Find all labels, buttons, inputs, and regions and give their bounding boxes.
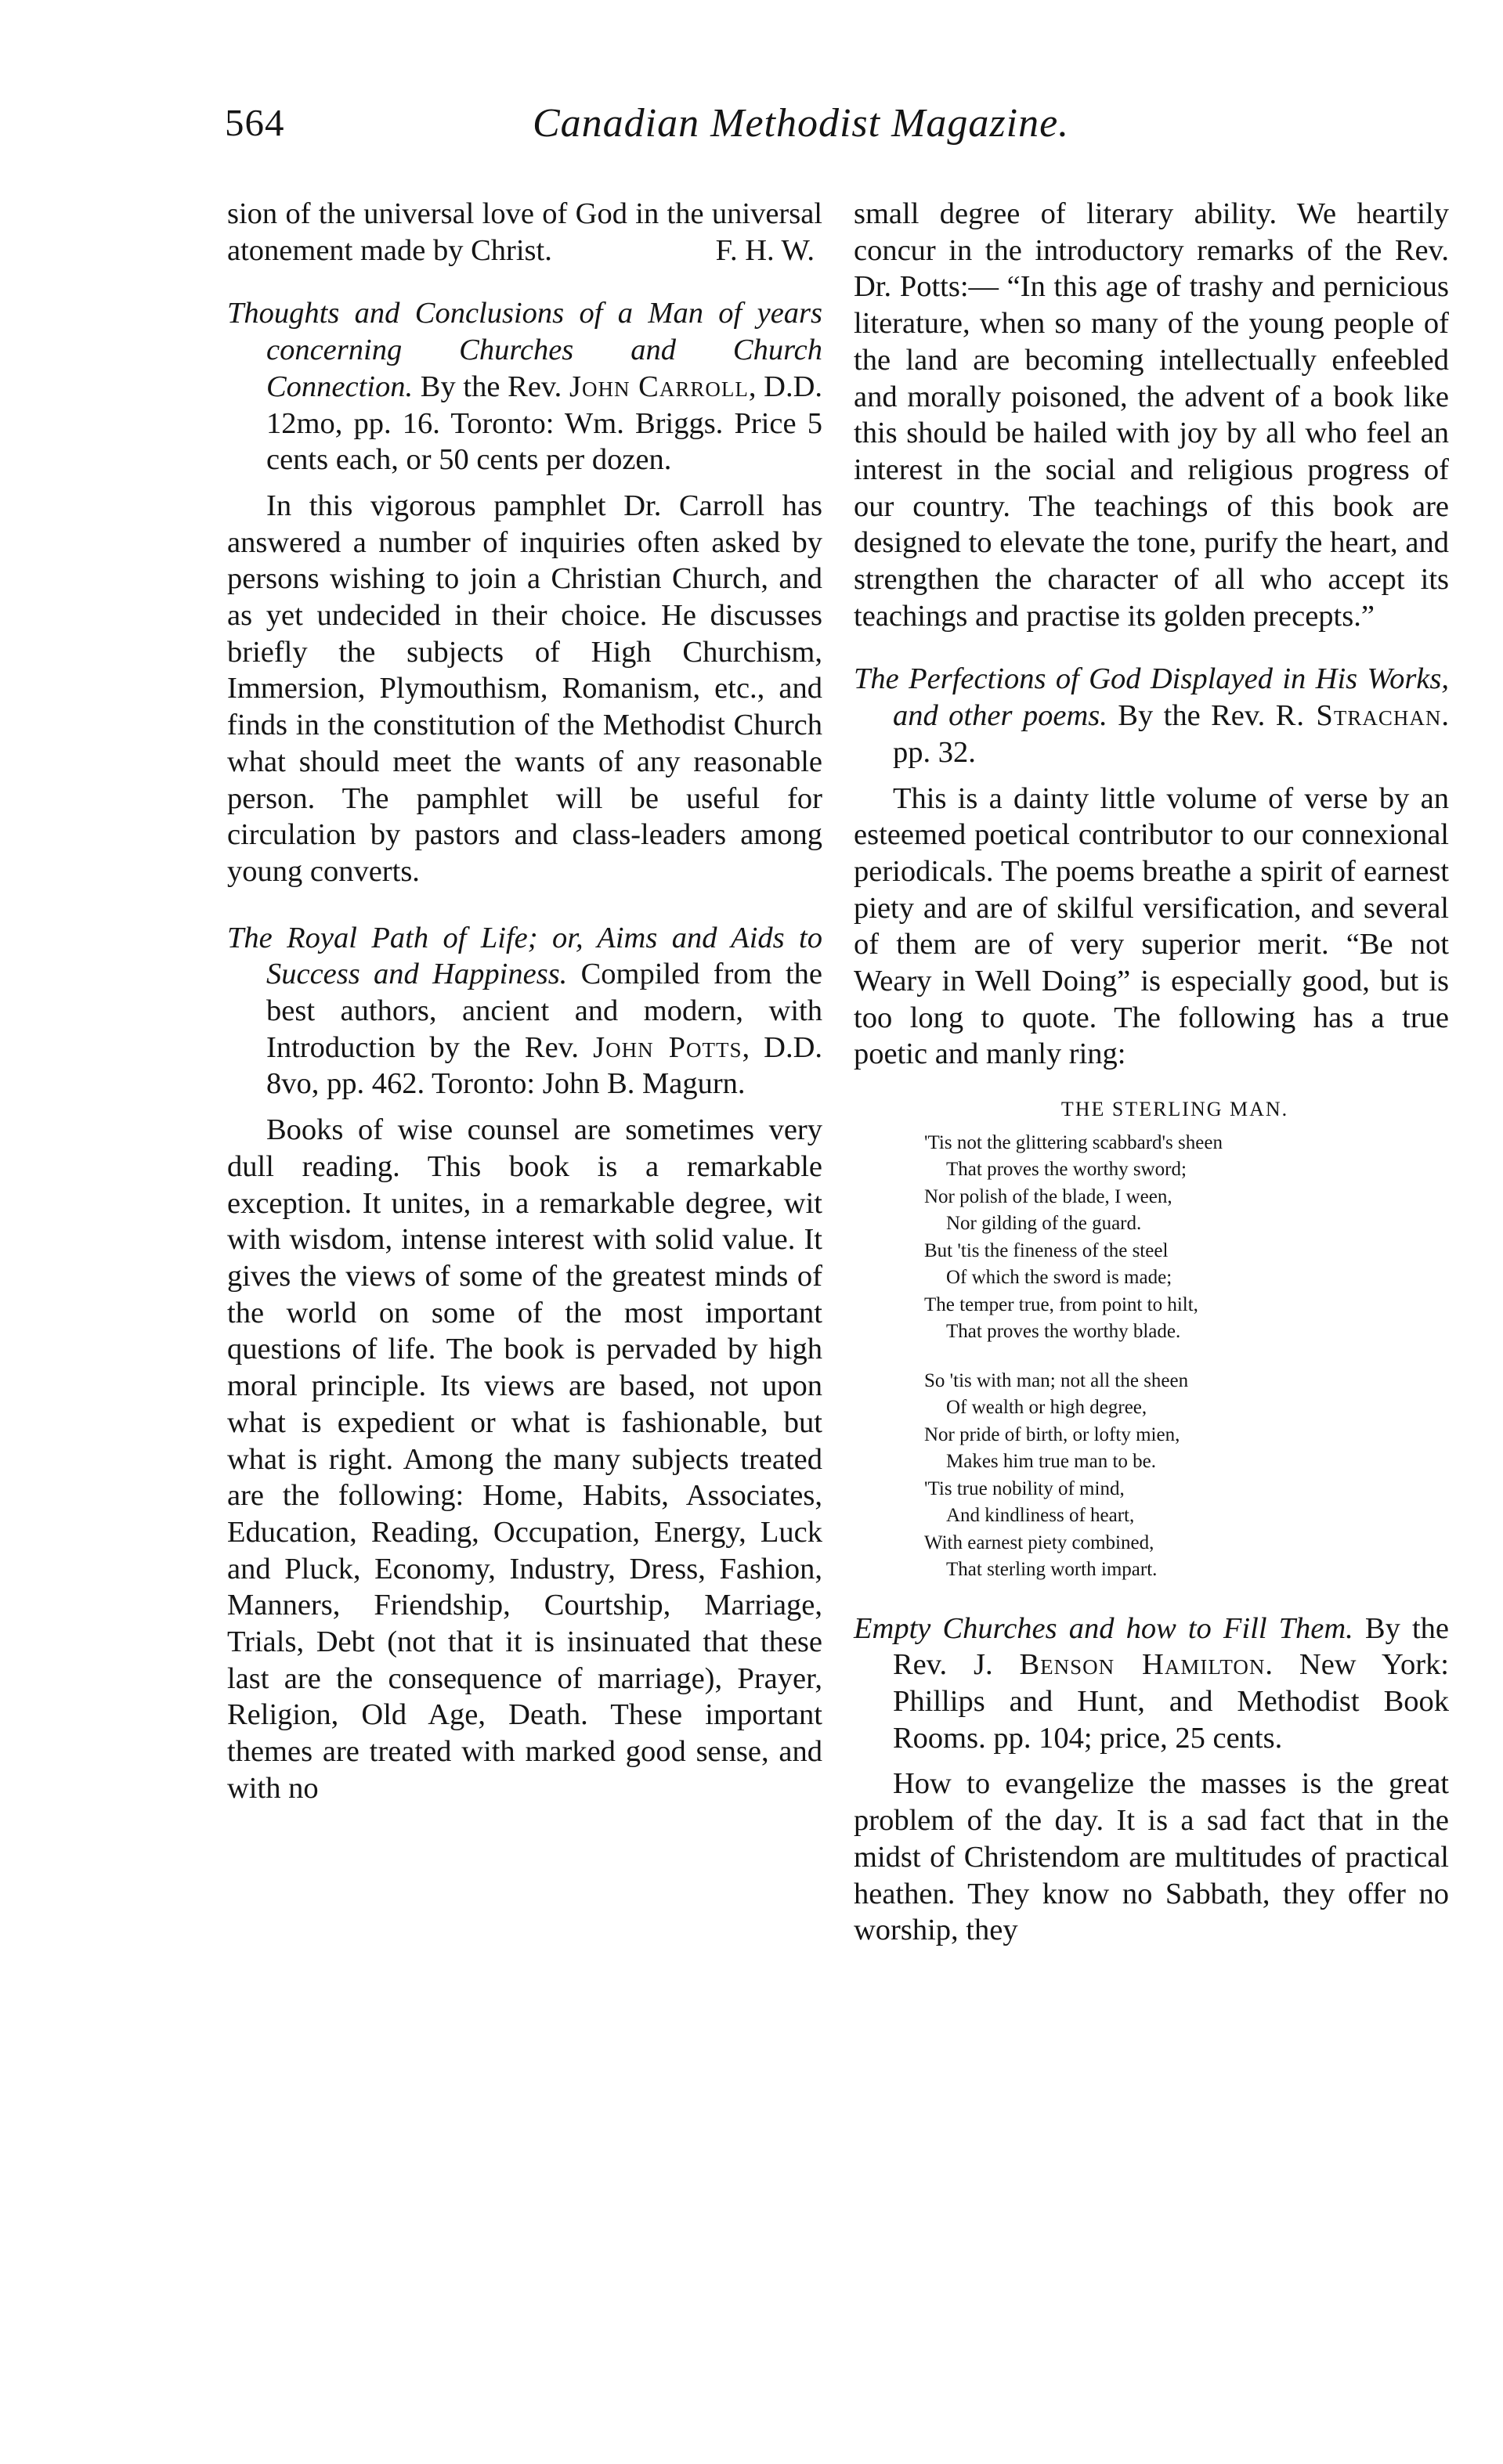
right-column xyxy=(854,196,1449,1949)
review-body-paragraph: This is a dainty little volume of verse by an esteemed poetical contributor to our connexional periodicals. The poems breathe a spirit of earnest piety and are of skilful versification, and several of them are of very superior merit. “Be not Weary in Well Doing” is especially good, but is too long to quote. The following has a true poetic and manly ring: xyxy=(854,781,1449,1071)
review-entry xyxy=(227,920,822,1103)
review-title: The Royal Path of Life; or, Aims and Aids to Success and Happiness. xyxy=(227,921,822,991)
poem-line: That proves the worthy blade. xyxy=(946,1321,1181,1343)
poem-line: The temper true, from point to hilt, xyxy=(924,1293,1198,1315)
review-details: , D.D. 8vo, pp. 462. Toronto: John B. Magurn. xyxy=(266,1030,823,1101)
poem-line: But 'tis the fineness of the steel xyxy=(924,1239,1169,1261)
poem-line: Nor pride of birth, or lofty mien, xyxy=(924,1423,1180,1445)
review-entry xyxy=(227,295,822,478)
review-body-paragraph: How to evangelize the masses is the great problem of the day. It is a sad fact that in the midst of Christendom are multitudes of practical heathen. They know no Sabbath, they offer no worship, they xyxy=(854,1767,1449,1947)
paragraph-continuation xyxy=(227,196,822,269)
review-details: . New York: Phillips and Hunt, and Methodist Book Rooms. pp. 104; price, 25 cents. xyxy=(893,1648,1449,1755)
poem-line: Makes him true man to be. xyxy=(946,1451,1156,1473)
review-title: Thoughts and Conclusions of a Man of years concerning Churches and Church Connection. xyxy=(227,297,822,403)
left-column xyxy=(227,196,822,1807)
review-author: John Potts xyxy=(593,1030,742,1064)
review-author: R. Strachan xyxy=(1275,699,1442,733)
review-author: Benson Hamilton xyxy=(1019,1648,1266,1682)
poem-line: 'Tis true nobility of mind, xyxy=(924,1477,1125,1499)
poem xyxy=(924,1096,1425,1584)
review-title: The Perfections of God Displayed in His Works, and other poems. xyxy=(854,662,1449,733)
poem-line: That sterling worth impart. xyxy=(946,1559,1158,1581)
poem-line: Of which the sword is made; xyxy=(946,1267,1172,1289)
poem-line: And kindliness of heart, xyxy=(946,1505,1135,1527)
review-by: By the Rev. xyxy=(413,370,569,403)
review-details: , D.D. 12mo, pp. 16. Toronto: Wm. Briggs. Price 5 cents each, or 50 cents per dozen. xyxy=(266,370,822,477)
review-details: . pp. 32. xyxy=(893,699,1449,769)
poem-line: So 'tis with man; not all the sheen xyxy=(924,1369,1189,1391)
signature: F. H. W. xyxy=(715,233,815,267)
review-body-paragraph: In this vigorous pamphlet Dr. Carroll has answered a number of inquiries often asked by persons wishing to join a Christian Church, and as yet undecided in their choice. He discusses briefly the subjects of High Churchism, Immersion, Plymouthism, Romanism, etc., and finds in the constitution of the Methodist Church what should meet the wants of any reasonable person. The pamphlet will be useful for circulation by pastors and class-leaders among young converts. xyxy=(227,489,822,888)
poem-stanza xyxy=(924,1130,1425,1346)
poem-line: Nor gilding of the guard. xyxy=(946,1213,1142,1235)
paragraph-text: sion of the universal love of God in the universal atonement made by Christ. xyxy=(227,197,822,267)
review-entry xyxy=(854,1611,1449,1757)
poem-line: Of wealth or high degree, xyxy=(946,1397,1147,1419)
review-body-paragraph: Books of wise counsel are sometimes very dull reading. This book is a remarkable exception. It unites, in a remarkable degree, wit with wisdom, intense interest with solid value. It gives the views of some of the greatest minds of the world on some of the most important questions of life. The book is pervaded by high moral principle. Its views are based, not upon what is expedient or what is fashionable, but what is right. Among the many subjects treated are the following: Home, Habits, Associates, Education, Reading, Occupation, Energy, Luck and Pluck, Economy, Industry, Dress, Fashion, Manners, Friendship, Courtship, Marriage, Trials, Debt (not that it is insinuated that these last are the consequence of marriage), Prayer, Religion, Old Age, Death. These important themes are treated with marked good sense, and with no xyxy=(227,1113,822,1805)
poem-stanza xyxy=(924,1368,1425,1584)
poem-title: THE STERLING MAN. xyxy=(1060,1098,1289,1121)
poem-line: With earnest piety combined, xyxy=(924,1531,1154,1553)
review-title: Empty Churches and how to Fill Them. xyxy=(854,1611,1353,1645)
page-header xyxy=(0,100,1503,163)
poem-line: 'Tis not the glittering scabbard's sheen xyxy=(924,1131,1223,1153)
review-by: By the Rev. xyxy=(1107,699,1276,733)
review-by: Compiled from the best authors, ancient and modern, with Introduction by the Rev. xyxy=(266,958,822,1064)
page-number: 564 xyxy=(225,101,285,144)
review-by: By the Rev. J. xyxy=(893,1611,1449,1682)
review-author: John Carroll xyxy=(569,370,749,403)
poem-line: That proves the worthy sword; xyxy=(946,1159,1187,1181)
review-entry xyxy=(854,661,1449,770)
poem-line: Nor polish of the blade, I ween, xyxy=(924,1185,1172,1207)
paragraph-continuation: small degree of literary ability. We heartily concur in the introductory remarks of the Rev. Dr. Potts:— “In this age of trashy and pernicious literature, when so many of the young people of the land are becoming intellectually enfeebled and morally poisoned, the advent of a book like this should be hailed with joy by all who feel an interest in the social and religious progress of our country. The teachings of this book are designed to elevate the tone, purify the heart, and strengthen the character of all who accept its teachings and practise its golden precepts.” xyxy=(854,197,1449,633)
running-title: Canadian Methodist Magazine. xyxy=(533,101,1070,146)
